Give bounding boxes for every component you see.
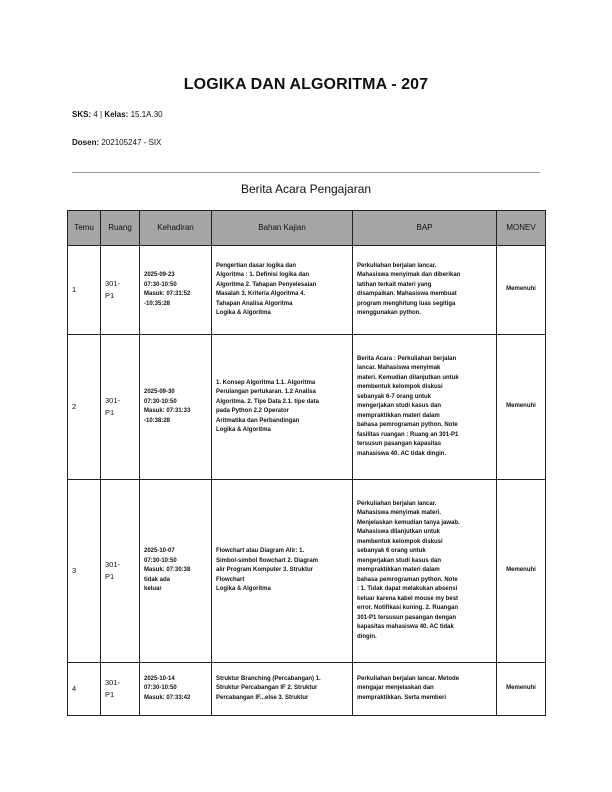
bap-cell-line: Berita Acara : Perkuliahan berjalan bbox=[357, 355, 457, 362]
kehadiran-cell-line: 2025-10-07 bbox=[144, 548, 175, 555]
table-body bbox=[68, 246, 546, 716]
ruang-cell bbox=[101, 663, 140, 716]
kehadiran-cell bbox=[140, 335, 212, 480]
bahan-kajian-cell-line: Logika & Algoritma bbox=[216, 586, 271, 593]
ruang-cell-line: P1 bbox=[105, 408, 115, 417]
page-title: LOGIKA DAN ALGORITMA - 207 bbox=[183, 76, 429, 93]
bap-cell-line: dingin. bbox=[357, 633, 377, 640]
kelas-label: Kelas: bbox=[104, 110, 129, 119]
bap-cell-line: Mahasiswa dilanjutkan untuk bbox=[357, 529, 441, 536]
ruang-cell-line: P1 bbox=[105, 572, 115, 581]
bap-cell-line: latihan terkait materi yang bbox=[357, 281, 432, 288]
bap-cell-line: mahasiswa 40. AC tidak dingin. bbox=[357, 450, 447, 457]
monev-cell: Memenuhi bbox=[497, 335, 546, 480]
bap-cell-line: Mahasiswa menyimak materi. bbox=[357, 510, 442, 517]
bahan-kajian-cell bbox=[212, 480, 353, 663]
bap-cell-line: Menjelaskan kemudian tanya jawab. bbox=[357, 519, 460, 526]
kehadiran-cell-line: 07:30-10:50 bbox=[144, 557, 177, 564]
bahan-kajian-cell-line: Algoritma : 1. Definisi logika dan bbox=[216, 272, 310, 278]
bap-cell-line: 301-P1 tersusun pasangan dengan bbox=[357, 614, 457, 621]
ruang-cell bbox=[101, 335, 140, 480]
bap-cell-line: mempraktikkan. Serta memberi bbox=[357, 694, 447, 701]
bahan-kajian-cell-line: alir Program Komputer 3. Struktur bbox=[216, 567, 314, 574]
sks-label: SKS: bbox=[72, 110, 92, 119]
bahan-kajian-cell-line: Logika & Algoritma bbox=[216, 427, 271, 433]
dosen-value: 202105247 - SIX bbox=[99, 138, 162, 147]
bap-cell-line: bahasa pemrograman python. Note bbox=[357, 576, 458, 583]
bap-cell-line: kapasitas mahasiswa 40. AC tidak bbox=[357, 624, 454, 631]
bap-cell-line: membentuk kelompok diskusi bbox=[357, 538, 443, 545]
bap-cell bbox=[353, 480, 497, 663]
bahan-kajian-cell-line: Logika & Algoritma bbox=[216, 310, 271, 316]
bap-cell bbox=[353, 663, 497, 716]
bap-cell-line: menggunakan python. bbox=[357, 310, 422, 316]
kehadiran-cell-line: -10:35:28 bbox=[144, 300, 171, 307]
header-ruang: Ruang bbox=[101, 211, 140, 246]
bap-cell-line: disampaikan. Mahasiswa membuat bbox=[357, 291, 457, 297]
kehadiran-cell-line: Masuk: 07:31:52 bbox=[144, 291, 191, 297]
kehadiran-cell-line: 2025-09-23 bbox=[144, 272, 175, 278]
bahan-kajian-cell-line: Pengertian dasar logika dan bbox=[216, 262, 297, 269]
header-monev: MONEV bbox=[497, 211, 546, 246]
bap-cell-line: sebanyak 6-7 orang untuk bbox=[357, 393, 432, 400]
bap-cell-line: membentuk kelompok diskusi bbox=[357, 384, 443, 391]
temu-cell: 1 bbox=[68, 246, 101, 335]
table-row bbox=[68, 246, 546, 335]
bap-cell-line: bahasa pemrograman python. Note bbox=[357, 422, 458, 429]
bahan-kajian-cell bbox=[212, 335, 353, 480]
bahan-kajian-cell-line: Struktur Percabangan IF 2. Struktur bbox=[216, 685, 318, 692]
bahan-kajian-cell-line: Perulangan pertukaran. 1.2 Analisa bbox=[216, 389, 316, 395]
kehadiran-cell-line: tidak ada bbox=[144, 576, 171, 583]
bap-cell-line: sebanyak 6 orang untuk bbox=[357, 548, 426, 555]
kehadiran-cell-line: 07:30-10:50 bbox=[144, 281, 177, 288]
header-bahan-kajian: Bahan Kajian bbox=[212, 211, 353, 246]
bahan-kajian-cell bbox=[212, 663, 353, 716]
monev-cell: Memenuhi bbox=[497, 480, 546, 663]
ruang-cell bbox=[101, 480, 140, 663]
bap-cell-line: Perkuliahan berjalan lancar. bbox=[357, 262, 437, 269]
bap-cell-line: mengerjakan studi kasus dan bbox=[357, 403, 442, 410]
bap-cell-line: mempraktikkan materi dalam bbox=[357, 567, 440, 574]
kehadiran-cell-line: Masuk: 07:30:38 bbox=[144, 567, 191, 574]
bap-cell-line: mempraktikkan materi dalam bbox=[357, 412, 440, 419]
temu-cell: 2 bbox=[68, 335, 101, 480]
table-row bbox=[68, 663, 546, 716]
bap-cell-line: tersusun pasangan kapasitas bbox=[357, 441, 442, 448]
bap-cell-line: materi. Kemudian dilanjutkan untuk bbox=[357, 374, 459, 381]
lecturer-meta-line bbox=[72, 138, 161, 147]
bap-cell-line: keluar karena kabel mouse my best bbox=[357, 595, 459, 602]
table-row bbox=[68, 480, 546, 663]
ruang-cell-line: P1 bbox=[105, 690, 115, 699]
bahan-kajian-cell-line: Flowchart atau Diagram Alir: 1. bbox=[216, 548, 305, 555]
bap-cell-line: Mahasiswa menyimak dan diberikan bbox=[357, 272, 461, 278]
kehadiran-cell-line: -10:38:28 bbox=[144, 417, 171, 424]
kehadiran-cell-line: 07:30-10:50 bbox=[144, 398, 177, 405]
kehadiran-cell-line: 07:30-10:50 bbox=[144, 685, 177, 692]
table-header-row bbox=[68, 211, 546, 246]
kehadiran-cell-line: 2025-10-14 bbox=[144, 675, 175, 682]
bahan-kajian-cell bbox=[212, 246, 353, 335]
sks-value: 4 | bbox=[91, 110, 105, 119]
section-title: Berita Acara Pengajaran bbox=[240, 182, 372, 196]
kehadiran-cell bbox=[140, 480, 212, 663]
section-divider bbox=[72, 172, 540, 173]
bap-cell-line: error. Notifikasi kuning. 2. Ruangan bbox=[357, 605, 459, 612]
monev-cell: Memenuhi bbox=[497, 663, 546, 716]
bap-cell-line: : 1. Tidak dapat melakukan absensi bbox=[357, 586, 458, 593]
header-temu: Temu bbox=[68, 211, 101, 246]
bahan-kajian-cell-line: Percabangan IF...else 3. Struktur bbox=[216, 694, 309, 701]
bap-cell-line: lancar. Mahasiswa menyimak bbox=[357, 365, 441, 372]
kehadiran-cell bbox=[140, 246, 212, 335]
header-bap: BAP bbox=[353, 211, 497, 246]
monev-cell: Memenuhi bbox=[497, 246, 546, 335]
temu-cell: 3 bbox=[68, 480, 101, 663]
bahan-kajian-cell-line: Aritmatika dan Perbandingan bbox=[216, 417, 300, 424]
bap-cell-line: fasilitas ruangan : Ruang an 301-P1 bbox=[357, 431, 459, 438]
ruang-cell-line: 301- bbox=[105, 396, 121, 405]
ruang-cell bbox=[101, 246, 140, 335]
table-row bbox=[68, 335, 546, 480]
ruang-cell-line: 301- bbox=[105, 560, 121, 569]
bahan-kajian-cell-line: pada Python 2.2 Operator bbox=[216, 408, 290, 414]
bahan-kajian-cell-line: Algoritma. 2. Tipe Data 2.1. tipe data bbox=[216, 398, 319, 405]
bahan-kajian-cell-line: Tahapan Analisa Algoritma bbox=[216, 300, 293, 307]
ruang-cell-line: 301- bbox=[105, 279, 121, 288]
temu-cell: 4 bbox=[68, 663, 101, 716]
kehadiran-cell bbox=[140, 663, 212, 716]
bap-cell-line: mengerjakan studi kasus dan bbox=[357, 557, 442, 564]
kehadiran-cell-line: Masuk: 07:31:33 bbox=[144, 408, 191, 414]
kehadiran-cell-line: 2025-09-30 bbox=[144, 389, 175, 395]
bap-cell-line: Perkuliahan berjalan lancar. bbox=[357, 500, 437, 507]
kehadiran-cell-line: keluar bbox=[144, 586, 162, 593]
course-meta-line bbox=[72, 110, 163, 119]
bap-cell-line: program menghitung luas segitiga bbox=[357, 300, 456, 307]
dosen-label: Dosen: bbox=[72, 138, 100, 147]
kehadiran-cell-line: Masuk: 07:33:42 bbox=[144, 694, 191, 701]
bahan-kajian-cell-line: Masalah 3. Kriteria Algoritma 4. bbox=[216, 291, 306, 297]
header-kehadiran: Kehadiran bbox=[140, 211, 212, 246]
ruang-cell-line: P1 bbox=[105, 291, 115, 300]
bahan-kajian-cell-line: Simbol-simbol flowchart 2. Diagram bbox=[216, 557, 319, 564]
bap-cell bbox=[353, 246, 497, 335]
ruang-cell-line: 301- bbox=[105, 678, 121, 687]
bahan-kajian-cell-line: 1. Konsep Algoritma 1.1. Algoritma bbox=[216, 379, 316, 386]
bahan-kajian-cell-line: Struktur Branching (Percabangan) 1. bbox=[216, 675, 321, 682]
bap-cell-line: Perkuliahan berjalan lancar. Metode bbox=[357, 675, 460, 682]
bap-cell-line: mengajar menjelaskan dan bbox=[357, 685, 434, 692]
bahan-kajian-cell-line: Flowchart bbox=[216, 576, 245, 583]
bahan-kajian-cell-line: Algoritma 2. Tahapan Penyelesaian bbox=[216, 281, 317, 288]
kelas-value: 15.1A.30 bbox=[128, 110, 163, 119]
teaching-record-table bbox=[67, 210, 546, 716]
bap-cell bbox=[353, 335, 497, 480]
